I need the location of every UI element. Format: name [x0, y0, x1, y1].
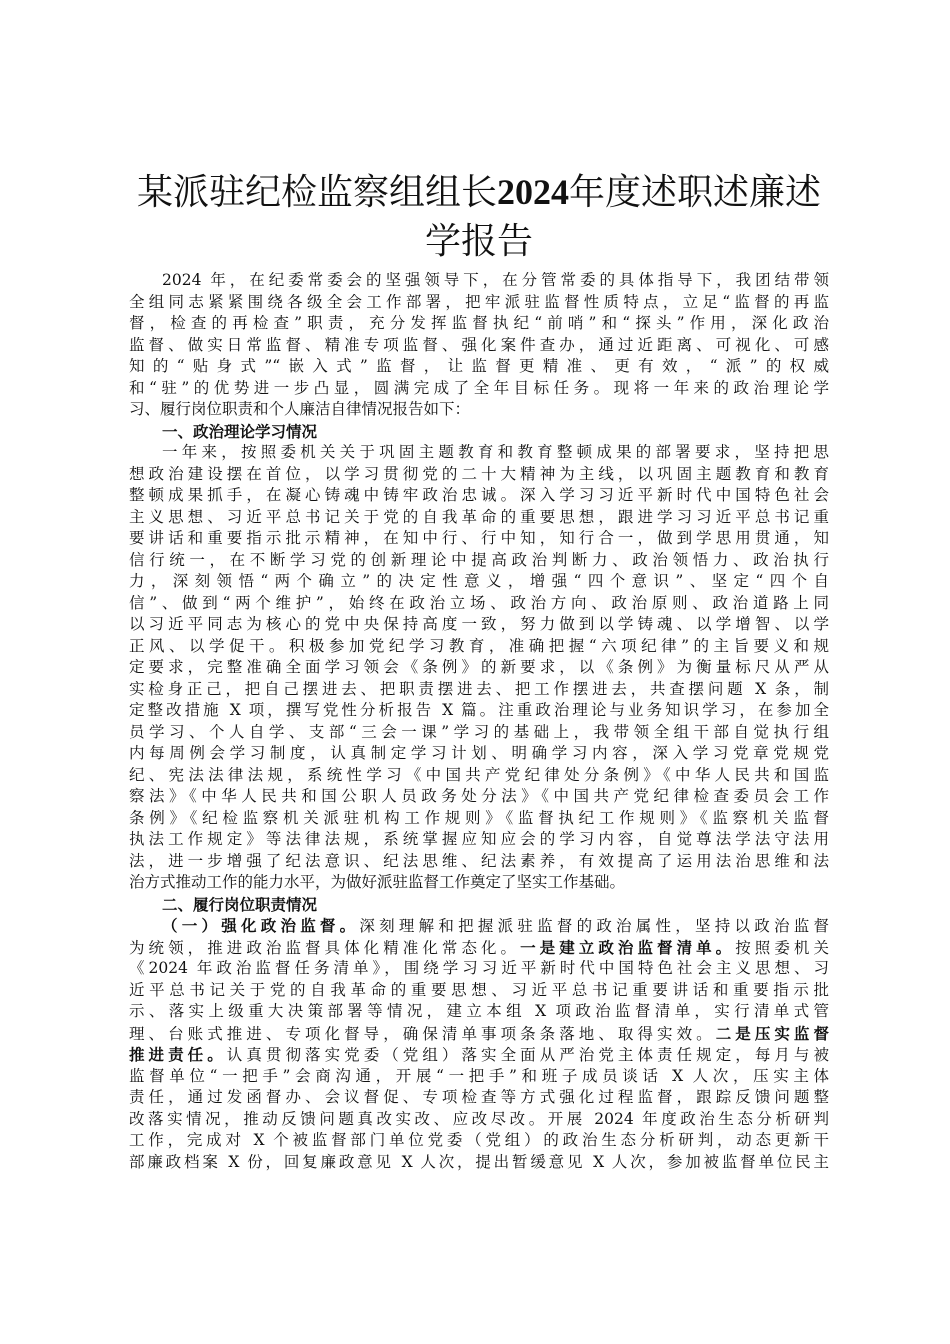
line-text: 为统领，推进政治监督具体化精准化常态化。: [129, 938, 521, 957]
paragraph-line: 一年来，按照委机关关于巩固主题教育和教育整顿成果的部署要求，坚持把思: [162, 443, 829, 461]
paragraph-line: 近平总书记关于党的自我革命的重要思想、习近平总书记重要讲话和重要指示批: [129, 980, 829, 999]
section1-paragraph: [129, 442, 829, 894]
paragraph-line: 《2024 年政治监督任务清单》，围绕学习习近平新时代中国特色社会主义思想、习: [129, 959, 829, 977]
paragraph-line: 正风、以学促干。积极参加党纪学习教育，准确把握“六项纪律”的主旨要义和规: [129, 636, 829, 655]
subsection-text: 深刻理解和把握派驻监督的政治属性，坚持以政治监督: [359, 917, 829, 935]
paragraph-line: 定整改措施 X 项，撰写党性分析报告 X 篇。注重政治理论与业务知识学习，在参加全: [129, 701, 829, 719]
paragraph-line: 改落实情况，推动反馈问题真改实改、应改尽改。开展 2024 年度政治生态分析研判: [129, 1109, 829, 1128]
paragraph-line: [129, 1023, 829, 1045]
title-year: 2024: [497, 172, 569, 212]
title-part1: 某派驻纪检监察组组长: [136, 172, 497, 212]
paragraph-line: 要讲话和重要指示批示精神，在知中行、行中知，知行合一，做到学思用贯通，知: [129, 529, 829, 547]
paragraph-line: 整顿成果抓手，在凝心铸魂中铸牢政治忠诚。深入学习习近平新时代中国特色社会: [129, 486, 829, 504]
paragraph-line: 和“驻”的优势进一步凸显，圆满完成了全年目标任务。现将一年来的政治理论学: [129, 378, 829, 397]
paragraph-line: 部廉政档案 X 份，回复廉政意见 X 人次，提出暂缓意见 X 人次，参加被监督单位民主: [129, 1152, 829, 1171]
point-title: 推进责任。: [129, 1045, 227, 1064]
paragraph-line: 内每周例会学习制度，认真制定学习计划、明确学习内容，深入学习党章党规党: [129, 744, 829, 762]
paragraph-line: 主义思想、习近平总书记关于党的自我革命的重要思想，跟进学习习近平总书记重: [129, 507, 829, 526]
line-text: 认真贯彻落实党委（党组）落实全面从严治党主体责任规定，每月与被: [226, 1046, 829, 1064]
point-title: 二是压实监督: [715, 1023, 829, 1043]
paragraph-line: 示、落实上级重大决策部署等情况，建立本组 X 项政治监督清单，实行清单式管: [129, 1002, 829, 1020]
paragraph-line: [129, 915, 829, 937]
paragraph-line: 督，检查的再检查”职责，充分发挥监督执纪“前哨”和“探头”作用，深化政治: [129, 314, 829, 332]
paragraph-line: 实检身正己，把自己摆进去、把职责摆进去、把工作摆进去，共查摆问题 X 条，制: [129, 679, 829, 698]
paragraph-line: 2024 年，在纪委常委会的坚强领导下，在分管常委的具体指导下，我团结带领: [162, 271, 829, 289]
paragraph-line: 察法》《中华人民共和国公职人员政务处分法》《中国共产党纪律检查委员会工作: [129, 787, 829, 805]
paragraph-line: 信”、做到“两个维护”，始终在政治立场、政治方向、政治原则、政治道路上同: [129, 593, 829, 612]
paragraph-line: 条例》《纪检监察机关派驻机构工作规则》《监督执纪工作规则》《监察机关监督: [129, 808, 829, 827]
paragraph-line: 信行统一，在不断学习党的创新理论中提高政治判断力、政治领悟力、政治执行: [129, 550, 829, 569]
paragraph-line: 执法工作规定》等法律法规，系统掌握应知应会的学习内容，自觉尊法学法守法用: [129, 830, 829, 848]
paragraph-line: [129, 937, 829, 959]
paragraph-line: 全组同志紧紧围绕各级全会工作部署，把牢派驻监督性质特点，立足“监督的再监: [129, 292, 829, 311]
paragraph-line: 纪、宪法法律法规，系统性学习《中国共产党纪律处分条例》《中华人民共和国监: [129, 765, 829, 784]
paragraph-line: 责任，通过发函督办、会议督促、专项检查等方式强化过程监督，跟踪反馈问题整: [129, 1088, 829, 1106]
paragraph-line: 定要求，完整准确全面学习领会《条例》的新要求，以《条例》为衡量标尺从严从: [129, 658, 829, 676]
paragraph-line: 习、履行岗位职责和个人廉洁自律情况报告如下：: [129, 400, 471, 418]
paragraph-line: 监督、做实日常监督、精准专项监督、强化案件查办，通过近距离、可视化、可感: [129, 335, 829, 354]
document-page: [129, 168, 829, 1173]
paragraph-line: 监督单位“一把手”会商沟通，开展“一把手”和班子成员谈话 X 人次，压实主体: [129, 1066, 829, 1085]
title-line2: 学报告: [424, 221, 533, 261]
section-heading-2: 二、履行岗位职责情况: [162, 894, 318, 914]
line-text: 理、台账式推进、专项化督导，确保清单事项条条落地、取得实效。: [129, 1024, 716, 1043]
paragraph-line: 治方式推动工作的能力水平，为做好派驻监督工作奠定了坚实工作基础。: [129, 873, 626, 891]
intro-paragraph: [129, 270, 829, 421]
paragraph-line: 想政治建设摆在首位，以学习贯彻党的二十大精神为主线，以巩固主题教育和教育: [129, 464, 829, 483]
document-body: [129, 270, 829, 1173]
paragraph-line: [129, 1044, 829, 1066]
paragraph-line: 员学习、个人自学、支部“三会一课”学习的基础上，我带领全组干部自觉执行组: [129, 722, 829, 741]
paragraph-line: 以习近平同志为核心的党中央保持高度一致，努力做到以学铸魂、以学增智、以学: [129, 615, 829, 633]
paragraph-line: 知的“贴身式”“嵌入式”监督，让监督更精准、更有效，“派”的权威: [129, 357, 829, 375]
subsection-title: （一）强化政治监督。: [162, 916, 360, 935]
section-heading-1: 一、政治理论学习情况: [162, 421, 318, 441]
paragraph-line: 工作，完成对 X 个被监督部门单位党委（党组）的政治生态分析研判，动态更新干: [129, 1131, 829, 1149]
line-text: 按照委机关: [735, 938, 829, 957]
title-part2: 年度述职述廉述: [569, 172, 822, 212]
document-title: [129, 168, 829, 266]
point-title: 一是建立政治监督清单。: [520, 937, 736, 957]
paragraph-line: 法，进一步增强了纪法意识、纪法思维、纪法素养，有效提高了运用法治思维和法: [129, 851, 829, 870]
paragraph-line: 力，深刻领悟“两个确立”的决定性意义，增强“四个意识”、坚定“四个自: [129, 572, 829, 590]
section2-paragraph: [129, 915, 829, 1173]
